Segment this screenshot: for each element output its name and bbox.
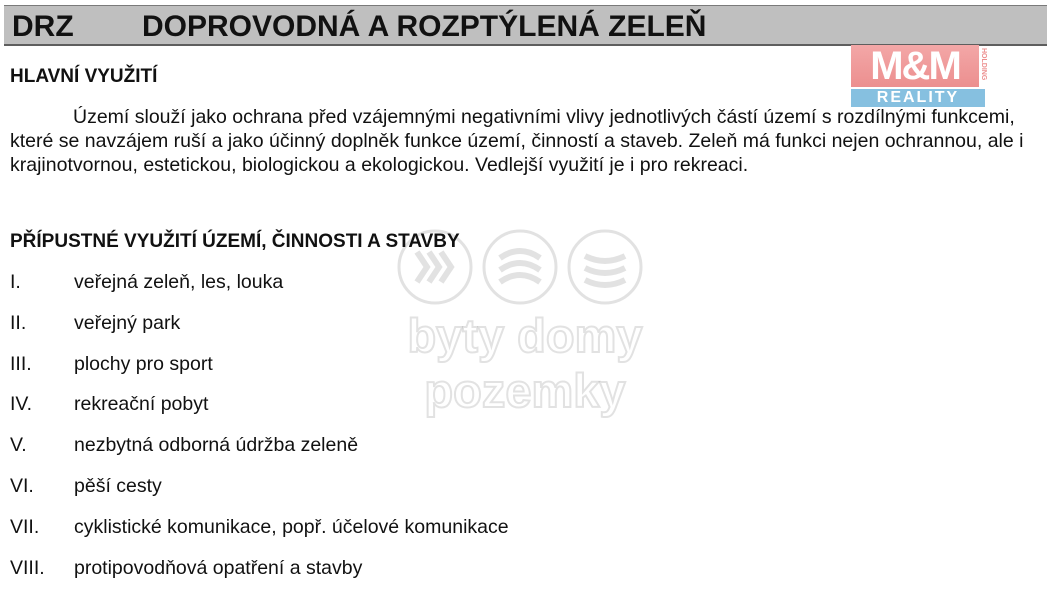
watermark-circle-icon bbox=[569, 231, 641, 303]
list-item-number: VII. bbox=[10, 515, 40, 538]
list-item-number: II. bbox=[10, 311, 27, 334]
list-item-number: VI. bbox=[10, 474, 34, 497]
heading-permitted-use: PŘÍPUSTNÉ VYUŽITÍ ÚZEMÍ, ČINNOSTI A STAVBY bbox=[10, 231, 460, 252]
section-title: DOPROVODNÁ A ROZPTÝLENÁ ZELEŇ bbox=[142, 10, 707, 43]
logo-holding-text: HOLDING bbox=[980, 48, 987, 81]
list-item-text: rekreační pobyt bbox=[74, 393, 209, 416]
list-item-text: protipovodňová opatření a stavby bbox=[74, 556, 363, 579]
list-item-text: nezbytná odborná údržba zeleně bbox=[74, 434, 359, 457]
list-item-text: veřejný park bbox=[74, 311, 181, 334]
list-item-number: IV. bbox=[10, 393, 33, 416]
section-header-bar bbox=[4, 5, 1047, 46]
section-code: DRZ bbox=[12, 10, 74, 43]
list-item-number: III. bbox=[10, 352, 32, 375]
list-item-text: plochy pro sport bbox=[74, 352, 213, 375]
list-item-text: pěší cesty bbox=[74, 474, 162, 497]
logo-mm-text: M&M bbox=[851, 45, 979, 87]
watermark-circle-icon bbox=[484, 231, 556, 303]
list-item-number: V. bbox=[10, 434, 27, 457]
mm-reality-logo bbox=[851, 45, 985, 107]
watermark-text: byty domy pozemky bbox=[407, 309, 643, 417]
list-item-text: cyklistické komunikace, popř. účelové komunikace bbox=[74, 515, 509, 538]
main-use-paragraph: Území slouží jako ochrana před vzájemnými negativními vlivy jednotlivých částí území s rozdílnými funkcemi, které se navzájem ruší a jako účinný doplněk funkce území, činností a staveb. Zeleň má funkci nejen ochrannou, ale i krajinotvornou, estetickou, biologickou a ekologickou. Vedlejší využití je i pro rekreaci. bbox=[10, 106, 1024, 176]
list-item-number: I. bbox=[10, 271, 21, 293]
heading-main-use: HLAVNÍ VYUŽITÍ bbox=[10, 66, 158, 87]
logo-reality-text: REALITY bbox=[851, 89, 985, 107]
list-item-number: VIII. bbox=[10, 556, 45, 579]
list-item-text: veřejná zeleň, les, louka bbox=[74, 271, 284, 293]
